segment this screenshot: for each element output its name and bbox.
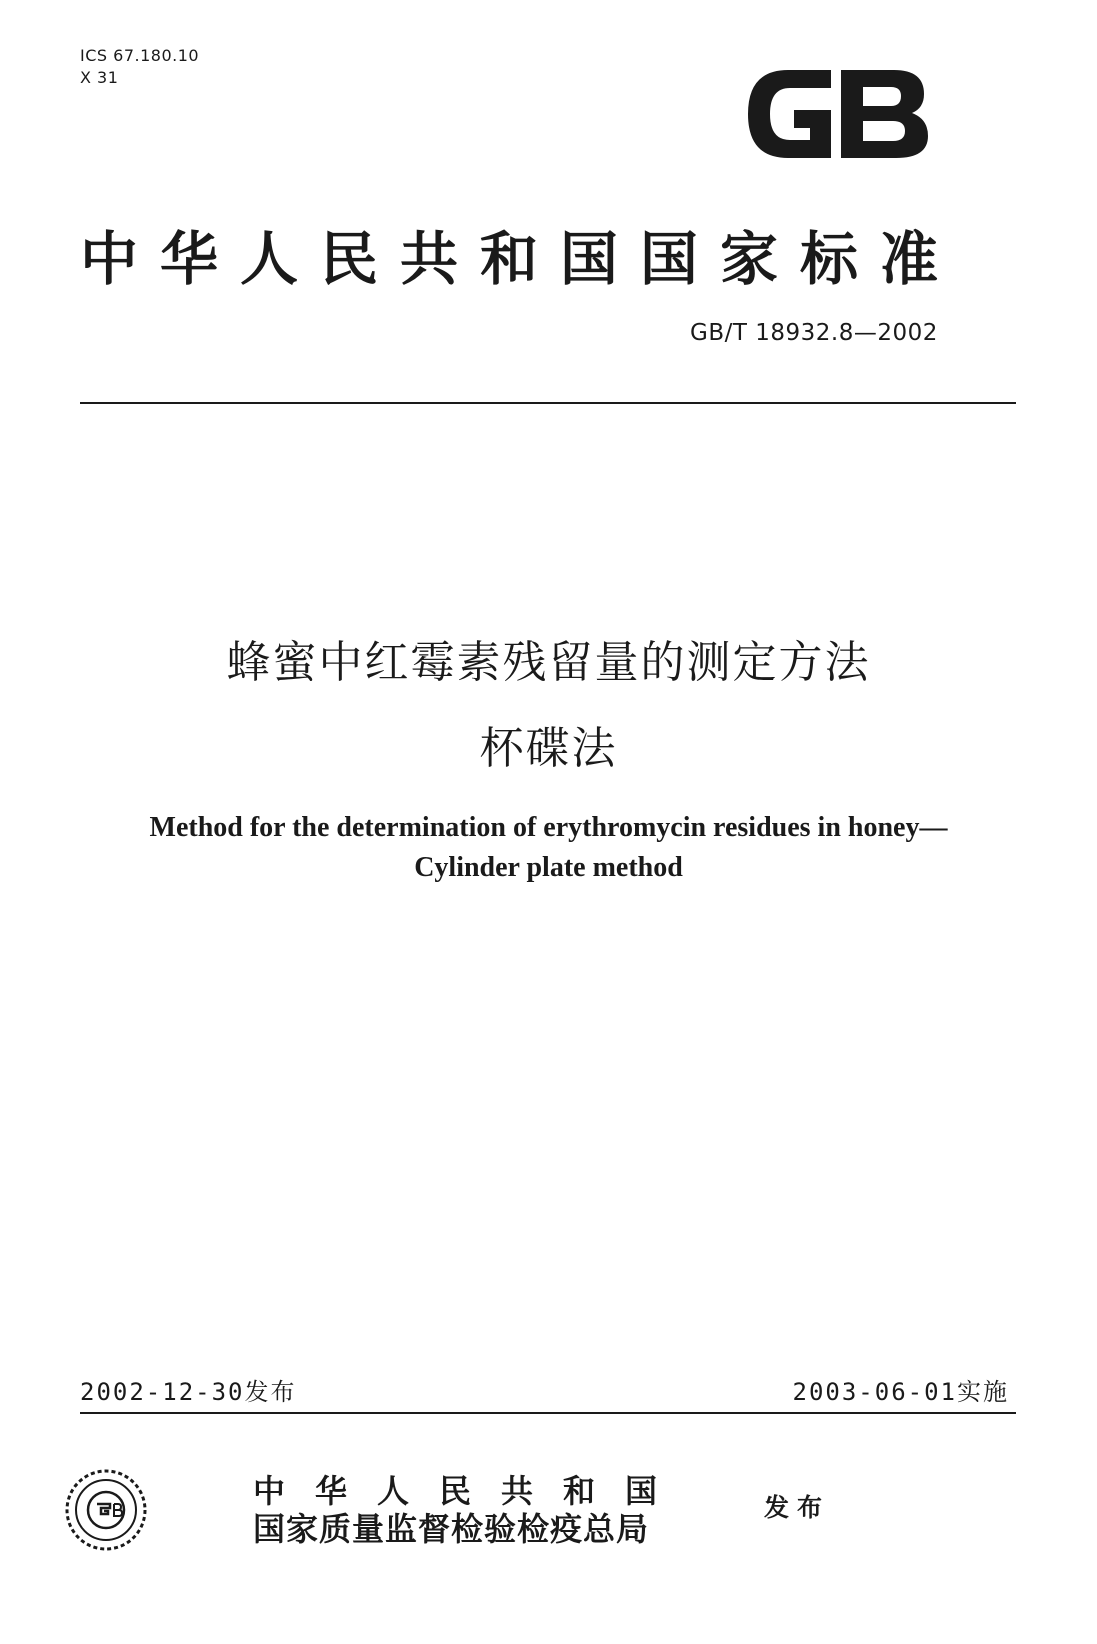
- gb-logo: [736, 56, 936, 172]
- issuer-seal-icon: [64, 1468, 148, 1552]
- standard-number: GB/T 18932.8—2002: [690, 320, 938, 346]
- top-divider: [80, 402, 1016, 404]
- bottom-divider: [80, 1412, 1016, 1414]
- issue-date: 2002-12-30发布: [80, 1378, 297, 1406]
- title-chinese-line2: 杯碟法: [479, 723, 618, 774]
- ics-code: ICS 67.180.10: [80, 46, 200, 65]
- issuer-line1: 中华人民共和国: [253, 1472, 688, 1510]
- standard-heading: 中华人民共和国国家标准: [80, 225, 961, 293]
- title-english-line1: Method for the determination of erythromycin residues in honey—: [149, 812, 948, 843]
- title-chinese-line1: 蜂蜜中红霉素残留量的测定方法: [226, 637, 871, 688]
- implementation-date: 2003-06-01实施: [792, 1378, 1009, 1406]
- publish-label: 发布: [764, 1493, 831, 1522]
- title-english-line2: Cylinder plate method: [414, 852, 683, 883]
- issuer-line2: 国家质量监督检验检疫总局: [253, 1510, 650, 1548]
- ccs-code: X 31: [80, 68, 119, 87]
